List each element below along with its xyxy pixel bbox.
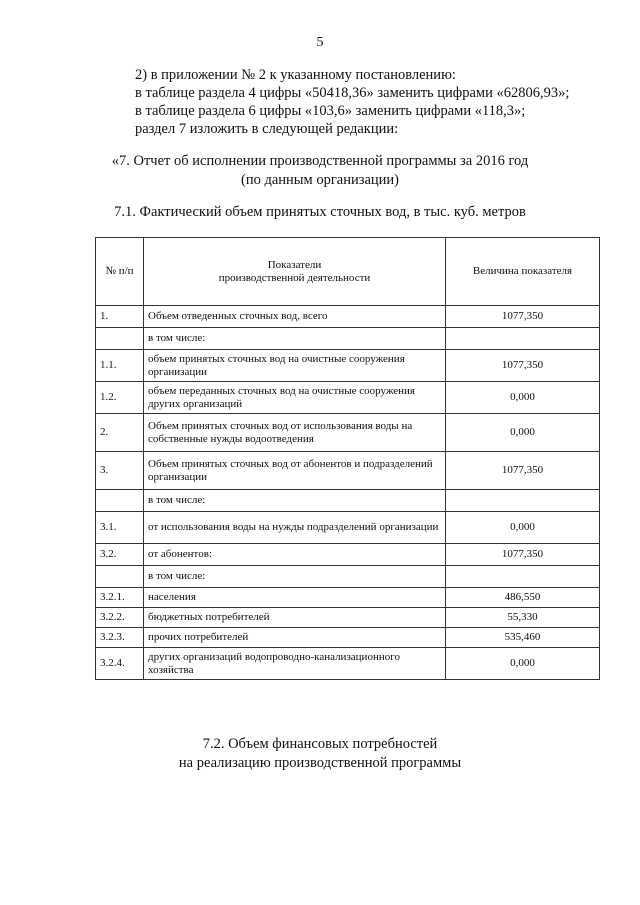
row-value: 0,000 bbox=[446, 648, 600, 680]
header-num: № п/п bbox=[96, 238, 144, 306]
row-indicator: объем переданных сточных вод на очистные сооружения других организаций bbox=[144, 382, 446, 414]
table-row bbox=[96, 306, 600, 328]
row-number: 1.2. bbox=[96, 382, 144, 414]
row-value: 1077,350 bbox=[446, 544, 600, 566]
row-number: 3.2. bbox=[96, 544, 144, 566]
row-indicator: в том числе: bbox=[144, 328, 446, 350]
intro-paragraph bbox=[135, 66, 605, 138]
page-number: 5 bbox=[316, 35, 324, 50]
row-number bbox=[96, 566, 144, 588]
section-7-subtitle-line: (по данным организации) bbox=[240, 172, 399, 188]
row-value: 1077,350 bbox=[446, 306, 600, 328]
table-row bbox=[96, 414, 600, 452]
row-number: 3.2.1. bbox=[96, 588, 144, 608]
table-row bbox=[96, 512, 600, 544]
row-indicator: объем принятых сточных вод на очистные сооружения организации bbox=[144, 350, 446, 382]
header-indicators-line1: Показатели bbox=[267, 258, 322, 271]
row-value: 1077,350 bbox=[446, 452, 600, 490]
row-indicator: Объем отведенных сточных вод, всего bbox=[144, 306, 446, 328]
row-value bbox=[446, 566, 600, 588]
intro-line: в таблице раздела 4 цифры «50418,36» заменить цифрами «62806,93»; bbox=[135, 85, 570, 101]
row-number bbox=[96, 490, 144, 512]
row-value: 486,550 bbox=[446, 588, 600, 608]
row-indicator: населения bbox=[144, 588, 446, 608]
section-7-title bbox=[0, 152, 640, 190]
row-indicator: прочих потребителей bbox=[144, 628, 446, 648]
section-7-2-title-line: 7.2. Объем финансовых потребностей bbox=[202, 736, 438, 752]
row-number: 3.2.3. bbox=[96, 628, 144, 648]
section-7-2-title-line: на реализацию производственной программы bbox=[178, 755, 462, 771]
intro-line: 2) в приложении № 2 к указанному постановлению: bbox=[135, 67, 456, 83]
table-row bbox=[96, 608, 600, 628]
header-indicators-line2: производственной деятельности bbox=[218, 271, 371, 284]
intro-line: в таблице раздела 6 цифры «103,6» заменить цифрами «118,3»; bbox=[135, 103, 526, 119]
header-indicators bbox=[144, 238, 446, 306]
table-row bbox=[96, 350, 600, 382]
wastewater-volume-table bbox=[95, 237, 600, 680]
table-row bbox=[96, 628, 600, 648]
row-number: 3.1. bbox=[96, 512, 144, 544]
row-value: 1077,350 bbox=[446, 350, 600, 382]
section-7-1-title: 7.1. Фактический объем принятых сточных вод, в тыс. куб. метров bbox=[114, 204, 526, 220]
table-row bbox=[96, 382, 600, 414]
row-number: 1.1. bbox=[96, 350, 144, 382]
row-indicator: Объем принятых сточных вод от использования воды на собственные нужды водоотведения bbox=[144, 414, 446, 452]
table-row bbox=[96, 566, 600, 588]
table-row bbox=[96, 328, 600, 350]
section-7-2-title bbox=[0, 735, 640, 773]
table-row bbox=[96, 544, 600, 566]
row-value bbox=[446, 328, 600, 350]
row-indicator: в том числе: bbox=[144, 566, 446, 588]
row-number: 3.2.2. bbox=[96, 608, 144, 628]
table-row bbox=[96, 490, 600, 512]
row-indicator: от использования воды на нужды подразделений организации bbox=[144, 512, 446, 544]
row-indicator: других организаций водопроводно-канализационного хозяйства bbox=[144, 648, 446, 680]
header-value: Величина показателя bbox=[446, 238, 600, 306]
row-value bbox=[446, 490, 600, 512]
table-row bbox=[96, 648, 600, 680]
table-header-row bbox=[96, 238, 600, 306]
row-number: 1. bbox=[96, 306, 144, 328]
table-row bbox=[96, 452, 600, 490]
row-value: 0,000 bbox=[446, 512, 600, 544]
row-value: 55,330 bbox=[446, 608, 600, 628]
row-indicator: Объем принятых сточных вод от абонентов и подразделений организации bbox=[144, 452, 446, 490]
row-value: 0,000 bbox=[446, 414, 600, 452]
row-value: 535,460 bbox=[446, 628, 600, 648]
row-number: 2. bbox=[96, 414, 144, 452]
row-indicator: в том числе: bbox=[144, 490, 446, 512]
row-number: 3. bbox=[96, 452, 144, 490]
row-number: 3.2.4. bbox=[96, 648, 144, 680]
row-indicator: от абонентов: bbox=[144, 544, 446, 566]
row-number bbox=[96, 328, 144, 350]
row-indicator: бюджетных потребителей bbox=[144, 608, 446, 628]
row-value: 0,000 bbox=[446, 382, 600, 414]
table-row bbox=[96, 588, 600, 608]
section-7-title-line: «7. Отчет об исполнении производственной программы за 2016 год bbox=[111, 153, 529, 169]
intro-line: раздел 7 изложить в следующей редакции: bbox=[135, 121, 399, 137]
